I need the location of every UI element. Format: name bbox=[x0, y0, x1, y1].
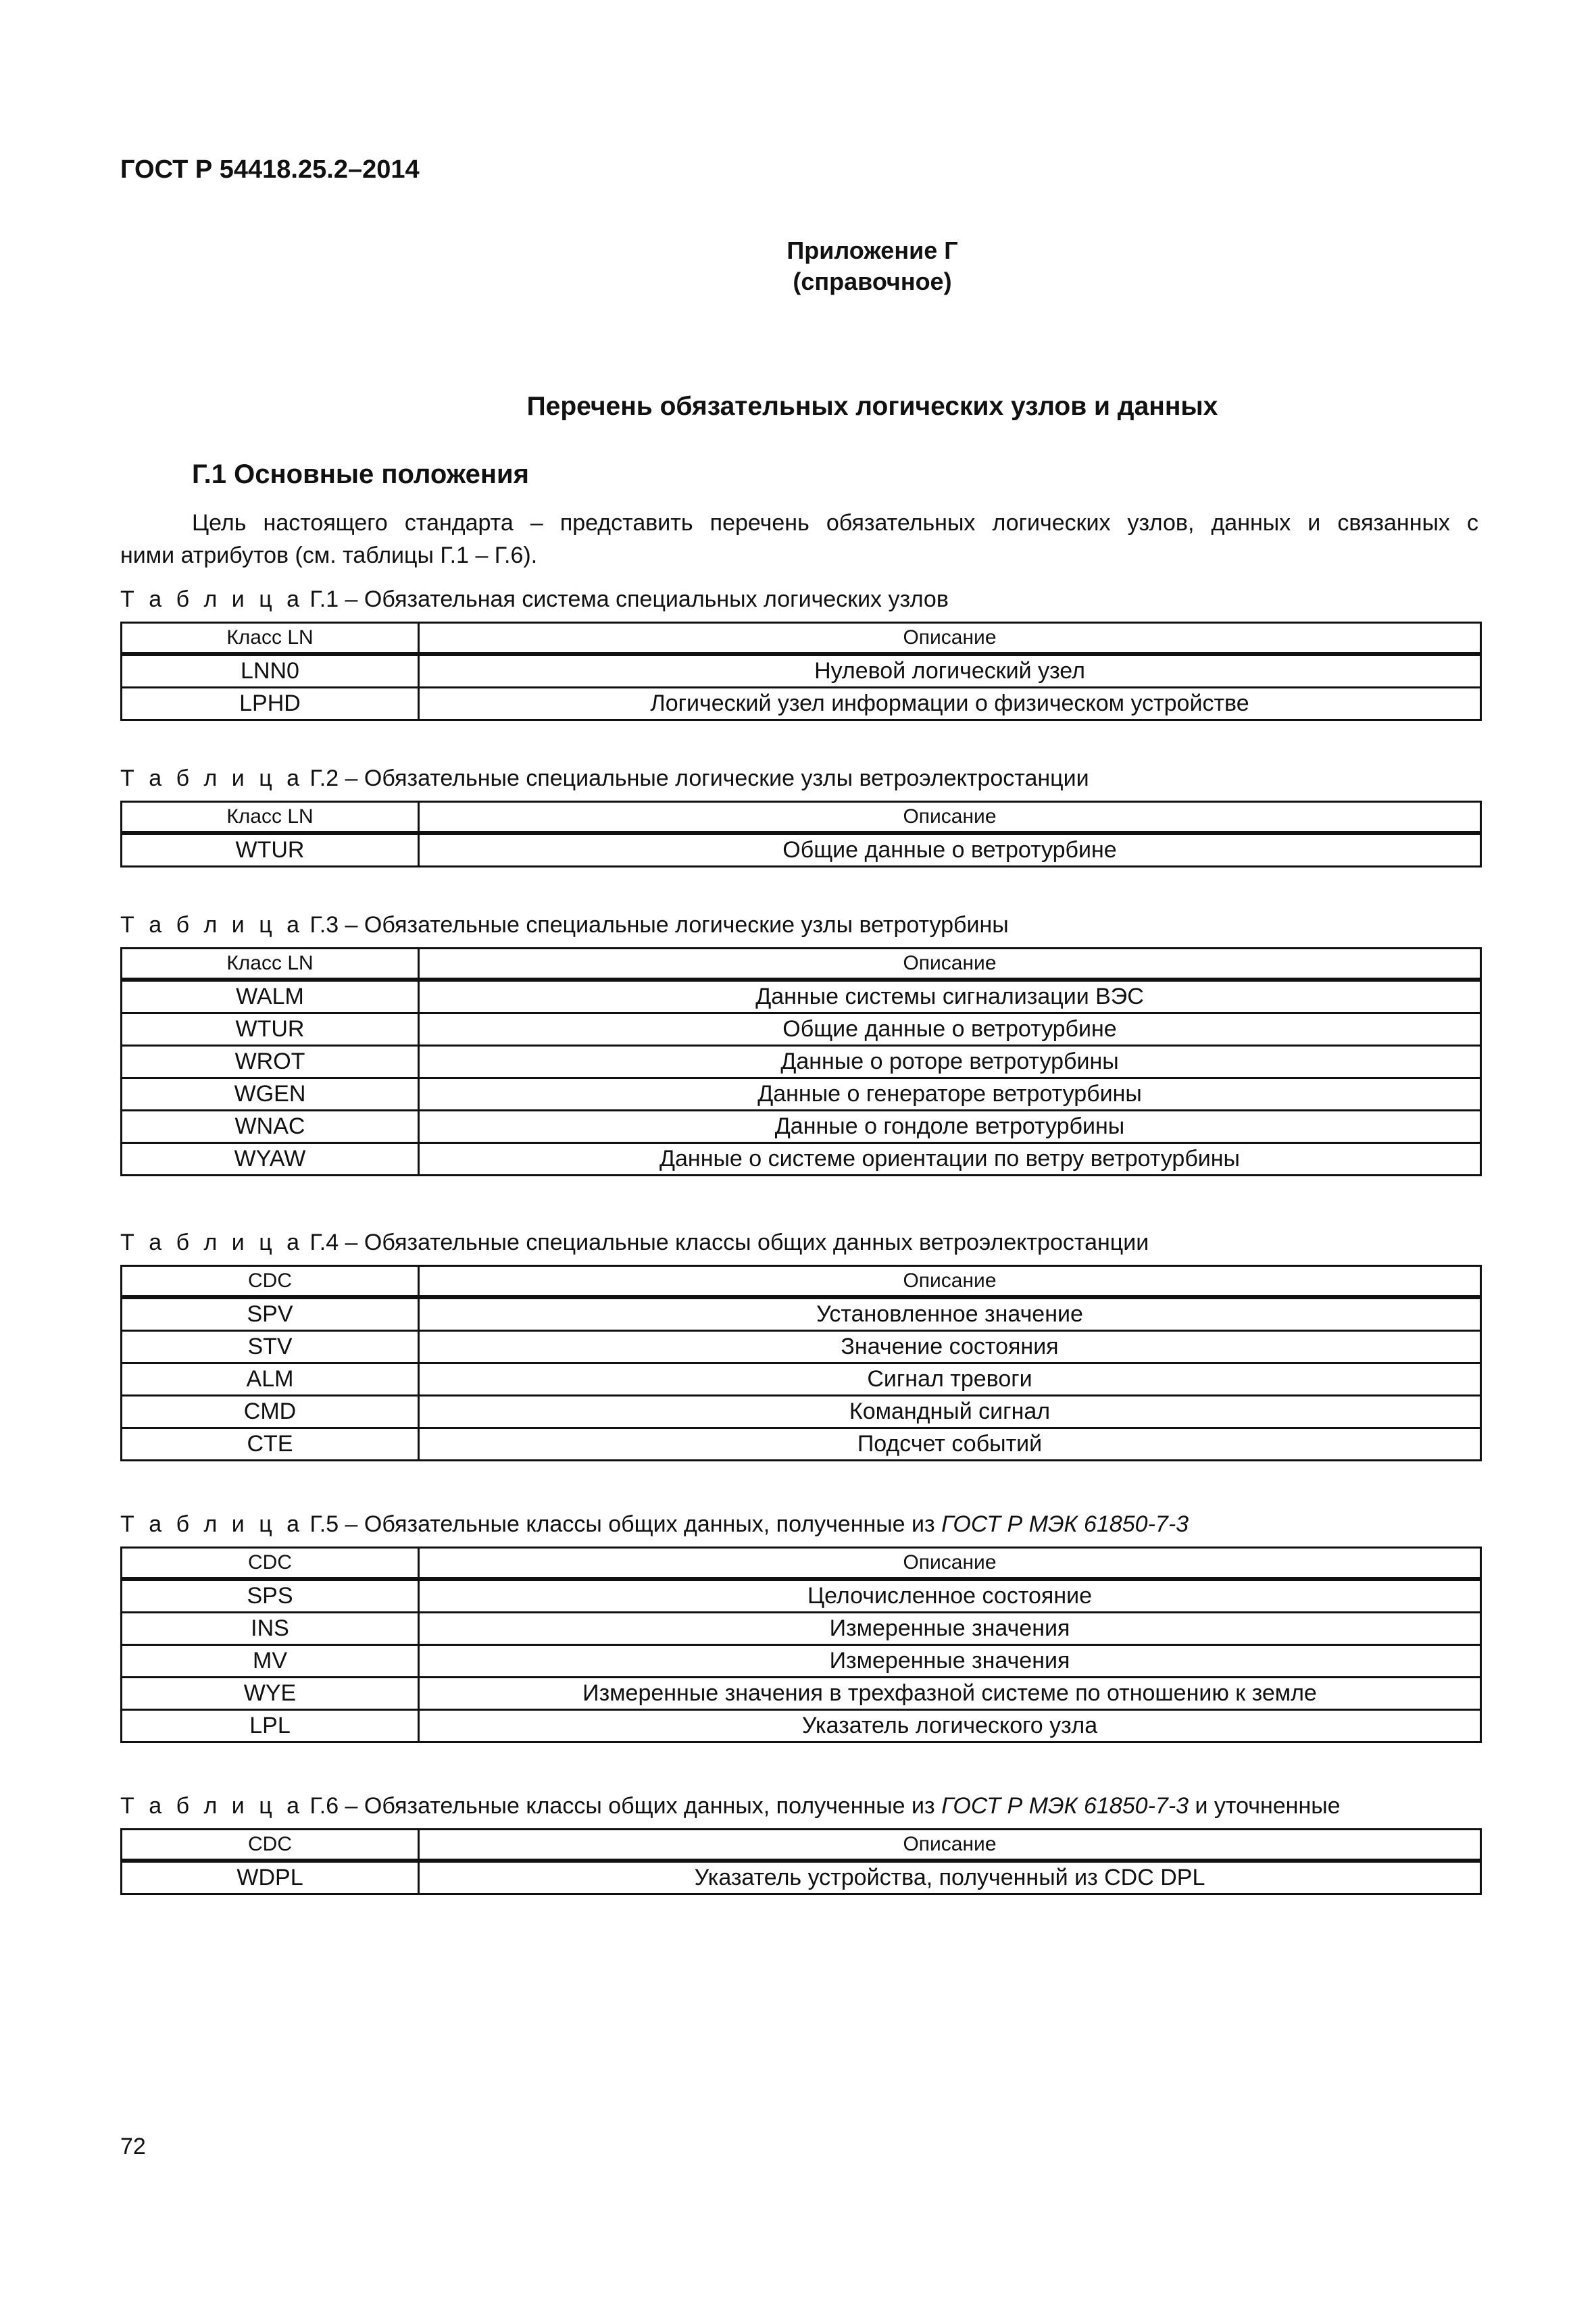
table-row bbox=[122, 1046, 1481, 1078]
table-caption bbox=[120, 1793, 1341, 1819]
cdc-cell: CMD bbox=[122, 1396, 419, 1428]
table-caption-reference: ГОСТ Р МЭК 61850-7-3 bbox=[941, 1511, 1189, 1537]
table-row bbox=[122, 1579, 1481, 1613]
table-header-row bbox=[122, 949, 1481, 980]
table-caption-reference: ГОСТ Р МЭК 61850-7-3 bbox=[941, 1793, 1189, 1819]
cdc-cell: WYE bbox=[122, 1678, 419, 1710]
class-cell: WYAW bbox=[122, 1143, 419, 1176]
description-cell: Командный сигнал bbox=[419, 1396, 1481, 1428]
table-caption-text: Г.1 – Обязательная система специальных логических узлов bbox=[303, 586, 949, 612]
header-cell: Описание bbox=[419, 949, 1481, 980]
class-cell: WGEN bbox=[122, 1078, 419, 1111]
table-header-row bbox=[122, 1266, 1481, 1298]
header-cell: Класс LN bbox=[122, 949, 419, 980]
description-cell: Данные о гондоле ветротурбины bbox=[419, 1111, 1481, 1143]
table-caption-suffix: и уточненные bbox=[1189, 1793, 1341, 1819]
table-caption bbox=[120, 765, 1089, 792]
table-row bbox=[122, 1678, 1481, 1710]
description-cell: Подсчет событий bbox=[419, 1428, 1481, 1461]
intro-line-2: ними атрибутов (см. таблицы Г.1 – Г.6). bbox=[120, 543, 538, 568]
cdc-cell: MV bbox=[122, 1645, 419, 1678]
description-cell: Данные о системе ориентации по ветру ветротурбины bbox=[419, 1143, 1481, 1176]
appendix-heading bbox=[0, 235, 1596, 297]
section-heading: Г.1 Основные положения bbox=[192, 459, 529, 489]
cdc-cell: STV bbox=[122, 1331, 419, 1363]
table-caption-text: Г.5 – Обязательные классы общих данных, полученные из bbox=[303, 1511, 942, 1537]
table-row bbox=[122, 1363, 1481, 1396]
table-g6 bbox=[120, 1828, 1482, 1895]
class-cell: WTUR bbox=[122, 1013, 419, 1046]
document-code: ГОСТ Р 54418.25.2–2014 bbox=[120, 155, 420, 184]
cdc-cell: WDPL bbox=[122, 1861, 419, 1894]
description-cell: Нулевой логический узел bbox=[419, 654, 1481, 688]
table-label: Т а б л и ц а bbox=[120, 765, 304, 791]
header-cell: Описание bbox=[419, 1548, 1481, 1580]
table-row bbox=[122, 1013, 1481, 1046]
header-cell: CDC bbox=[122, 1830, 419, 1861]
header-cell: Класс LN bbox=[122, 802, 419, 834]
description-cell: Общие данные о ветротурбине bbox=[419, 1013, 1481, 1046]
cdc-cell: LPL bbox=[122, 1710, 419, 1742]
table-g4 bbox=[120, 1265, 1482, 1461]
header-cell: Описание bbox=[419, 1266, 1481, 1298]
table-g5 bbox=[120, 1546, 1482, 1743]
table-g2 bbox=[120, 801, 1482, 867]
appendix-title: Приложение Г bbox=[787, 236, 958, 264]
description-cell: Общие данные о ветротурбине bbox=[419, 833, 1481, 867]
table-row bbox=[122, 1143, 1481, 1176]
description-cell: Указатель устройства, полученный из CDC DPL bbox=[419, 1861, 1481, 1894]
intro-line-1: Цель настоящего стандарта – представить перечень обязательных логических узлов, данных и связанных с bbox=[192, 510, 1478, 536]
description-cell: Логический узел информации о физическом устройстве bbox=[419, 688, 1481, 720]
table-row bbox=[122, 1331, 1481, 1363]
table-header-row bbox=[122, 1830, 1481, 1861]
table-row bbox=[122, 1111, 1481, 1143]
table-row bbox=[122, 1710, 1481, 1742]
class-cell: WTUR bbox=[122, 833, 419, 867]
header-cell: Описание bbox=[419, 623, 1481, 655]
cdc-cell: SPS bbox=[122, 1579, 419, 1613]
table-header-row bbox=[122, 802, 1481, 834]
table-label: Т а б л и ц а bbox=[120, 1230, 304, 1255]
table-row bbox=[122, 833, 1481, 867]
header-cell: Класс LN bbox=[122, 623, 419, 655]
header-cell: Описание bbox=[419, 1830, 1481, 1861]
class-cell: LPHD bbox=[122, 688, 419, 720]
table-label: Т а б л и ц а bbox=[120, 586, 304, 612]
table-row bbox=[122, 688, 1481, 720]
description-cell: Измеренные значения bbox=[419, 1645, 1481, 1678]
class-cell: WALM bbox=[122, 980, 419, 1013]
table-row bbox=[122, 1078, 1481, 1111]
description-cell: Указатель логического узла bbox=[419, 1710, 1481, 1742]
table-caption-text: Г.3 – Обязательные специальные логические узлы ветротурбины bbox=[303, 912, 1009, 938]
description-cell: Значение состояния bbox=[419, 1331, 1481, 1363]
description-cell: Данные о генераторе ветротурбины bbox=[419, 1078, 1481, 1111]
header-cell: CDC bbox=[122, 1266, 419, 1298]
table-header-row bbox=[122, 623, 1481, 655]
description-cell: Данные системы сигнализации ВЭС bbox=[419, 980, 1481, 1013]
table-caption bbox=[120, 912, 1009, 938]
table-g1 bbox=[120, 622, 1482, 721]
table-row bbox=[122, 1645, 1481, 1678]
page-title: Перечень обязательных логических узлов и данных bbox=[526, 392, 1218, 421]
class-cell: WNAC bbox=[122, 1111, 419, 1143]
table-row bbox=[122, 980, 1481, 1013]
table-row bbox=[122, 654, 1481, 688]
description-cell: Установленное значение bbox=[419, 1297, 1481, 1331]
table-caption bbox=[120, 1511, 1189, 1538]
cdc-cell: CTE bbox=[122, 1428, 419, 1461]
table-caption bbox=[120, 1230, 1149, 1256]
table-row bbox=[122, 1428, 1481, 1461]
table-caption-text: Г.4 – Обязательные специальные классы общих данных ветроэлектростанции bbox=[303, 1230, 1149, 1255]
table-caption bbox=[120, 586, 949, 613]
table-label: Т а б л и ц а bbox=[120, 1511, 304, 1537]
description-cell: Измеренные значения bbox=[419, 1613, 1481, 1645]
page-number: 72 bbox=[120, 2134, 146, 2159]
table-g3 bbox=[120, 947, 1482, 1176]
appendix-type: (справочное) bbox=[793, 268, 952, 295]
cdc-cell: SPV bbox=[122, 1297, 419, 1331]
description-cell: Сигнал тревоги bbox=[419, 1363, 1481, 1396]
description-cell: Измеренные значения в трехфазной системе по отношению к земле bbox=[419, 1678, 1481, 1710]
description-cell: Целочисленное состояние bbox=[419, 1579, 1481, 1613]
description-cell: Данные о роторе ветротурбины bbox=[419, 1046, 1481, 1078]
table-caption-text: Г.6 – Обязательные классы общих данных, полученные из bbox=[303, 1793, 942, 1819]
class-cell: WROT bbox=[122, 1046, 419, 1078]
table-row bbox=[122, 1861, 1481, 1894]
table-row bbox=[122, 1396, 1481, 1428]
table-label: Т а б л и ц а bbox=[120, 1793, 304, 1819]
header-cell: CDC bbox=[122, 1548, 419, 1580]
header-cell: Описание bbox=[419, 802, 1481, 834]
table-row bbox=[122, 1613, 1481, 1645]
cdc-cell: INS bbox=[122, 1613, 419, 1645]
table-caption-text: Г.2 – Обязательные специальные логические узлы ветроэлектростанции bbox=[303, 765, 1089, 791]
table-row bbox=[122, 1297, 1481, 1331]
table-label: Т а б л и ц а bbox=[120, 912, 304, 938]
intro-paragraph bbox=[120, 507, 1478, 572]
class-cell: LNN0 bbox=[122, 654, 419, 688]
table-header-row bbox=[122, 1548, 1481, 1580]
cdc-cell: ALM bbox=[122, 1363, 419, 1396]
